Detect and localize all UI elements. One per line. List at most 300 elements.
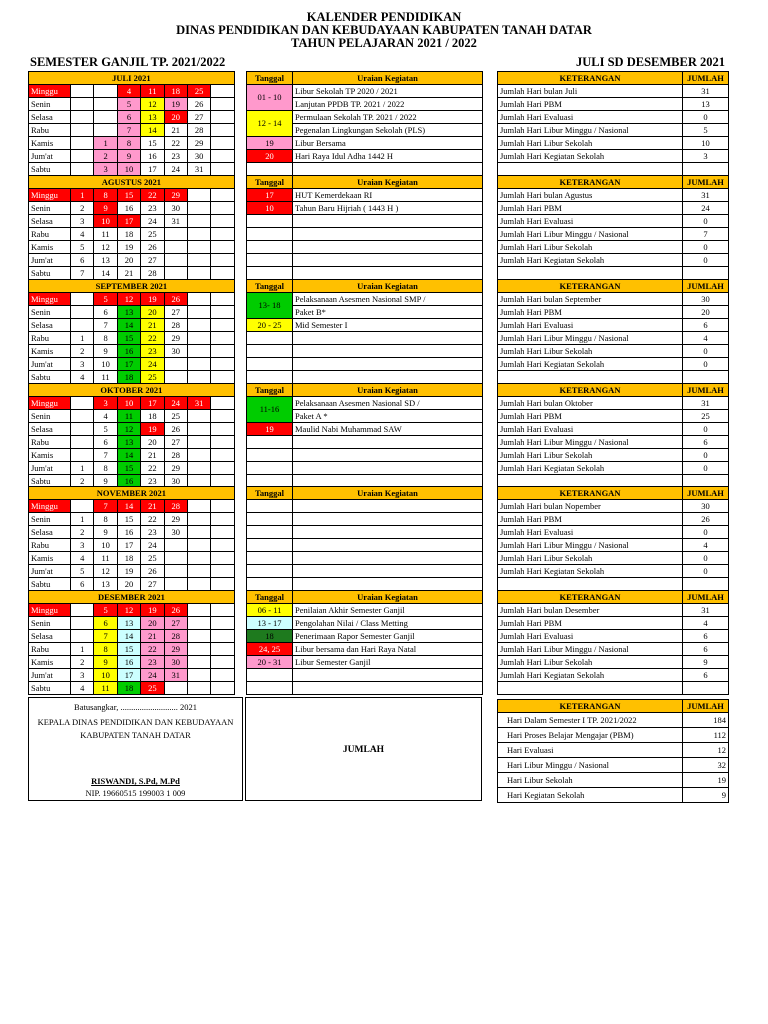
summary-label: Jumlah Hari Libur Sekolah	[498, 345, 683, 358]
date-cell: 30	[164, 526, 187, 539]
date-cell: 16	[117, 475, 140, 488]
event-description	[293, 578, 483, 591]
event-date: 06 - 11	[247, 604, 293, 617]
summary-row	[498, 578, 729, 591]
date-cell: 5	[94, 423, 117, 436]
event-description	[293, 436, 483, 449]
summary-row	[498, 539, 729, 552]
date-cell	[187, 241, 210, 254]
date-cell: 16	[117, 526, 140, 539]
day-name: Jum'at	[29, 150, 71, 163]
week-row	[29, 630, 235, 643]
event-description: Mid Semester I	[293, 319, 483, 332]
week-row	[29, 371, 235, 384]
date-cell	[71, 98, 94, 111]
date-cell: 23	[164, 150, 187, 163]
summary-row	[498, 643, 729, 656]
date-cell	[164, 254, 187, 267]
event-date	[247, 254, 293, 267]
event-description	[293, 215, 483, 228]
date-cell: 13	[117, 306, 140, 319]
event-description: Libur Sekolah TP 2020 / 2021	[293, 85, 483, 98]
date-cell	[211, 215, 234, 228]
summary-row	[498, 410, 729, 423]
event-date	[247, 552, 293, 565]
date-cell	[71, 449, 94, 462]
day-name: Senin	[29, 410, 71, 423]
date-cell: 25	[141, 371, 164, 384]
event-date	[247, 436, 293, 449]
week-row	[29, 358, 235, 371]
date-cell: 2	[71, 526, 94, 539]
summary-label: Jumlah Hari PBM	[498, 617, 683, 630]
summary-label	[498, 682, 683, 695]
event-description: Penerimaan Rapor Semester Ganjil	[293, 630, 483, 643]
summary-label: Jumlah Hari Libur Sekolah	[498, 241, 683, 254]
event-row	[247, 241, 483, 254]
day-name: Sabtu	[29, 578, 71, 591]
events-table	[246, 590, 483, 695]
event-description	[293, 462, 483, 475]
events-table	[246, 175, 483, 280]
summary-row	[498, 241, 729, 254]
week-row	[29, 98, 235, 111]
date-cell	[211, 85, 234, 98]
date-cell: 2	[71, 656, 94, 669]
summary-row	[498, 111, 729, 124]
date-cell: 14	[141, 124, 164, 137]
week-row	[29, 449, 235, 462]
date-cell: 13	[94, 578, 117, 591]
summary-value	[683, 163, 729, 176]
summary-row	[498, 189, 729, 202]
event-row	[247, 85, 483, 98]
day-name: Rabu	[29, 539, 71, 552]
date-cell	[187, 306, 210, 319]
jumlah-header: JUMLAH	[683, 176, 729, 189]
date-cell: 28	[164, 630, 187, 643]
date-cell: 21	[141, 630, 164, 643]
date-cell	[94, 85, 117, 98]
date-cell: 12	[94, 241, 117, 254]
day-name: Selasa	[29, 630, 71, 643]
keterangan-header: KETERANGAN	[498, 176, 683, 189]
event-row	[247, 539, 483, 552]
day-name: Selasa	[29, 423, 71, 436]
summary-label: Jumlah Hari Evaluasi	[498, 111, 683, 124]
total-value: 112	[683, 728, 729, 743]
date-cell: 11	[94, 682, 117, 695]
total-row	[498, 788, 729, 803]
week-row	[29, 254, 235, 267]
date-cell	[164, 682, 187, 695]
summary-row	[498, 202, 729, 215]
date-cell: 18	[117, 228, 140, 241]
summary-row	[498, 682, 729, 695]
date-cell	[211, 656, 234, 669]
date-cell: 26	[164, 423, 187, 436]
event-row	[247, 358, 483, 371]
date-cell	[211, 358, 234, 371]
summary-value: 31	[683, 189, 729, 202]
date-cell: 9	[94, 202, 117, 215]
event-date	[247, 578, 293, 591]
date-cell	[211, 98, 234, 111]
date-cell	[211, 436, 234, 449]
summary-label: Jumlah Hari Kegiatan Sekolah	[498, 358, 683, 371]
date-cell: 4	[117, 85, 140, 98]
total-row	[498, 758, 729, 773]
event-date	[247, 500, 293, 513]
event-description	[293, 526, 483, 539]
uraian-header: Uraian Kegiatan	[293, 176, 483, 189]
summary-value	[683, 371, 729, 384]
month-calendar	[28, 590, 235, 695]
date-cell: 9	[117, 150, 140, 163]
week-row	[29, 332, 235, 345]
date-cell	[71, 410, 94, 423]
date-cell	[164, 241, 187, 254]
summary-value	[683, 682, 729, 695]
date-cell: 2	[71, 345, 94, 358]
date-cell	[187, 267, 210, 280]
summary-row	[498, 150, 729, 163]
day-name: Senin	[29, 202, 71, 215]
event-row	[247, 462, 483, 475]
event-description	[293, 539, 483, 552]
event-row	[247, 254, 483, 267]
date-cell: 27	[141, 578, 164, 591]
week-row	[29, 189, 235, 202]
event-description: Paket A *	[293, 410, 483, 423]
date-cell: 29	[164, 332, 187, 345]
summary-value: 0	[683, 215, 729, 228]
date-cell: 4	[94, 410, 117, 423]
summary-value: 10	[683, 137, 729, 150]
date-cell: 2	[94, 150, 117, 163]
place-date: Batusangkar, ........................... 2021	[74, 702, 197, 712]
summary-value: 5	[683, 124, 729, 137]
date-cell: 16	[117, 345, 140, 358]
day-name: Minggu	[29, 293, 71, 306]
date-cell: 15	[117, 189, 140, 202]
date-cell: 23	[141, 475, 164, 488]
date-cell: 8	[94, 643, 117, 656]
signature-block	[28, 697, 243, 801]
date-cell: 25	[141, 228, 164, 241]
summary-label: Jumlah Hari Libur Minggu / Nasional	[498, 539, 683, 552]
month-calendar	[28, 486, 235, 591]
event-row	[247, 423, 483, 436]
date-cell	[187, 617, 210, 630]
date-cell	[211, 423, 234, 436]
date-cell	[211, 449, 234, 462]
total-row	[498, 743, 729, 758]
week-row	[29, 500, 235, 513]
day-name: Senin	[29, 617, 71, 630]
day-name: Jum'at	[29, 669, 71, 682]
week-row	[29, 552, 235, 565]
week-row	[29, 656, 235, 669]
date-cell: 11	[117, 410, 140, 423]
date-cell: 8	[94, 462, 117, 475]
event-row	[247, 163, 483, 176]
date-cell	[211, 526, 234, 539]
summary-value: 0	[683, 423, 729, 436]
date-cell: 28	[187, 124, 210, 137]
summary-label: Jumlah Hari PBM	[498, 410, 683, 423]
date-cell: 11	[94, 552, 117, 565]
event-description	[293, 241, 483, 254]
summary-row	[498, 85, 729, 98]
date-cell: 2	[71, 475, 94, 488]
date-cell	[211, 371, 234, 384]
week-row	[29, 682, 235, 695]
date-cell: 30	[164, 345, 187, 358]
week-row	[29, 124, 235, 137]
date-cell: 7	[94, 500, 117, 513]
total-label: Hari Libur Minggu / Nasional	[498, 758, 683, 773]
date-cell: 18	[164, 85, 187, 98]
summary-table	[497, 279, 729, 384]
week-row	[29, 436, 235, 449]
total-label: Hari Dalam Semester I TP. 2021/2022	[498, 713, 683, 728]
date-cell: 22	[141, 462, 164, 475]
event-description: Maulid Nabi Muhammad SAW	[293, 423, 483, 436]
date-cell	[211, 332, 234, 345]
date-cell	[211, 228, 234, 241]
date-cell	[187, 423, 210, 436]
date-cell: 11	[94, 371, 117, 384]
event-row	[247, 111, 483, 124]
keterangan-header: KETERANGAN	[498, 384, 683, 397]
event-description	[293, 254, 483, 267]
date-cell: 29	[164, 462, 187, 475]
date-cell: 17	[141, 163, 164, 176]
uraian-header: Uraian Kegiatan	[293, 384, 483, 397]
date-cell: 24	[141, 539, 164, 552]
event-row	[247, 656, 483, 669]
summary-label	[498, 578, 683, 591]
date-cell: 30	[164, 656, 187, 669]
total-label: Hari Libur Sekolah	[498, 773, 683, 788]
date-cell: 23	[141, 345, 164, 358]
date-cell: 10	[117, 163, 140, 176]
date-cell	[211, 137, 234, 150]
date-cell: 27	[164, 306, 187, 319]
event-date: 19	[247, 423, 293, 436]
event-row	[247, 500, 483, 513]
day-name: Jum'at	[29, 462, 71, 475]
summary-value: 6	[683, 319, 729, 332]
summary-label: Jumlah Hari PBM	[498, 202, 683, 215]
summary-row	[498, 423, 729, 436]
date-cell	[187, 189, 210, 202]
date-cell: 26	[141, 565, 164, 578]
month-title: DESEMBER 2021	[29, 591, 235, 604]
date-cell: 19	[141, 293, 164, 306]
day-name: Selasa	[29, 319, 71, 332]
summary-value: 6	[683, 436, 729, 449]
date-cell: 22	[141, 332, 164, 345]
date-cell	[71, 163, 94, 176]
date-cell: 18	[117, 552, 140, 565]
date-cell	[71, 397, 94, 410]
date-cell	[211, 682, 234, 695]
keterangan-header: KETERANGAN	[498, 591, 683, 604]
date-cell: 7	[117, 124, 140, 137]
day-name: Kamis	[29, 345, 71, 358]
day-name: Sabtu	[29, 371, 71, 384]
keterangan-header: KETERANGAN	[498, 700, 683, 713]
day-name: Kamis	[29, 656, 71, 669]
summary-row	[498, 124, 729, 137]
date-cell: 21	[141, 319, 164, 332]
date-cell: 19	[117, 241, 140, 254]
date-cell: 18	[117, 371, 140, 384]
date-cell: 12	[117, 423, 140, 436]
date-cell: 12	[94, 565, 117, 578]
week-row	[29, 85, 235, 98]
date-cell: 24	[164, 397, 187, 410]
event-description	[293, 332, 483, 345]
date-cell	[94, 98, 117, 111]
date-cell: 9	[94, 656, 117, 669]
summary-row	[498, 462, 729, 475]
summary-row	[498, 228, 729, 241]
date-cell	[71, 293, 94, 306]
event-description	[293, 682, 483, 695]
date-cell: 22	[164, 137, 187, 150]
date-cell	[187, 436, 210, 449]
total-row	[498, 728, 729, 743]
summary-value: 31	[683, 397, 729, 410]
summary-row	[498, 500, 729, 513]
date-cell: 19	[141, 604, 164, 617]
event-description: Penilaian Akhir Semester Ganjil	[293, 604, 483, 617]
date-cell: 19	[141, 423, 164, 436]
summary-row	[498, 630, 729, 643]
date-cell	[211, 306, 234, 319]
jumlah-header: JUMLAH	[683, 591, 729, 604]
date-cell	[187, 604, 210, 617]
tanggal-header: Tanggal	[247, 280, 293, 293]
date-cell	[94, 124, 117, 137]
date-cell	[211, 345, 234, 358]
event-date: 10	[247, 202, 293, 215]
date-cell: 20	[141, 306, 164, 319]
date-cell: 20	[117, 254, 140, 267]
jumlah-header: JUMLAH	[683, 72, 729, 85]
summary-row	[498, 332, 729, 345]
date-cell: 13	[141, 111, 164, 124]
date-cell: 21	[141, 449, 164, 462]
month-calendar	[28, 175, 235, 280]
event-row	[247, 526, 483, 539]
summary-label: Jumlah Hari Libur Sekolah	[498, 449, 683, 462]
day-name: Sabtu	[29, 682, 71, 695]
date-cell: 3	[94, 163, 117, 176]
date-cell: 18	[117, 682, 140, 695]
day-name: Senin	[29, 513, 71, 526]
event-date	[247, 449, 293, 462]
event-row	[247, 578, 483, 591]
day-name: Jum'at	[29, 254, 71, 267]
event-description: Lanjutan PPDB TP. 2021 / 2022	[293, 98, 483, 111]
date-cell	[211, 617, 234, 630]
date-cell: 5	[71, 241, 94, 254]
date-cell	[211, 111, 234, 124]
summary-label: Jumlah Hari Libur Sekolah	[498, 656, 683, 669]
week-row	[29, 513, 235, 526]
jumlah-header: JUMLAH	[683, 700, 729, 713]
date-cell	[211, 604, 234, 617]
date-cell	[71, 124, 94, 137]
date-cell: 3	[71, 358, 94, 371]
event-row	[247, 228, 483, 241]
event-description: Libur bersama dan Hari Raya Natal	[293, 643, 483, 656]
date-cell: 26	[141, 241, 164, 254]
date-cell: 9	[94, 475, 117, 488]
event-row	[247, 436, 483, 449]
week-row	[29, 267, 235, 280]
event-row	[247, 630, 483, 643]
summary-value: 7	[683, 228, 729, 241]
total-value: 32	[683, 758, 729, 773]
month-title: OKTOBER 2021	[29, 384, 235, 397]
date-cell: 13	[94, 254, 117, 267]
date-cell: 14	[117, 319, 140, 332]
summary-row	[498, 358, 729, 371]
date-cell: 27	[164, 436, 187, 449]
event-date	[247, 462, 293, 475]
event-row	[247, 552, 483, 565]
event-date	[247, 241, 293, 254]
date-cell: 21	[117, 267, 140, 280]
summary-value: 31	[683, 604, 729, 617]
week-row	[29, 604, 235, 617]
total-label: Hari Proses Belajar Mengajar (PBM)	[498, 728, 683, 743]
jumlah-header: JUMLAH	[683, 487, 729, 500]
date-cell	[187, 332, 210, 345]
summary-value: 26	[683, 513, 729, 526]
summary-label	[498, 163, 683, 176]
doc-year: TAHUN PELAJARAN 2021 / 2022	[291, 36, 477, 50]
week-row	[29, 397, 235, 410]
date-cell: 8	[94, 513, 117, 526]
tanggal-header: Tanggal	[247, 384, 293, 397]
date-cell	[187, 215, 210, 228]
event-description: Pengolahan Nilai / Class Metting	[293, 617, 483, 630]
summary-row	[498, 98, 729, 111]
date-cell: 12	[141, 98, 164, 111]
events-table	[246, 486, 483, 591]
date-cell	[187, 526, 210, 539]
summary-value: 6	[683, 643, 729, 656]
day-name: Jum'at	[29, 358, 71, 371]
date-cell	[187, 462, 210, 475]
total-value: 19	[683, 773, 729, 788]
date-cell: 30	[164, 475, 187, 488]
event-date	[247, 682, 293, 695]
date-cell: 24	[164, 163, 187, 176]
jumlah-header: JUMLAH	[683, 384, 729, 397]
week-row	[29, 241, 235, 254]
summary-row	[498, 513, 729, 526]
day-name: Rabu	[29, 643, 71, 656]
event-date	[247, 332, 293, 345]
date-cell: 25	[141, 682, 164, 695]
